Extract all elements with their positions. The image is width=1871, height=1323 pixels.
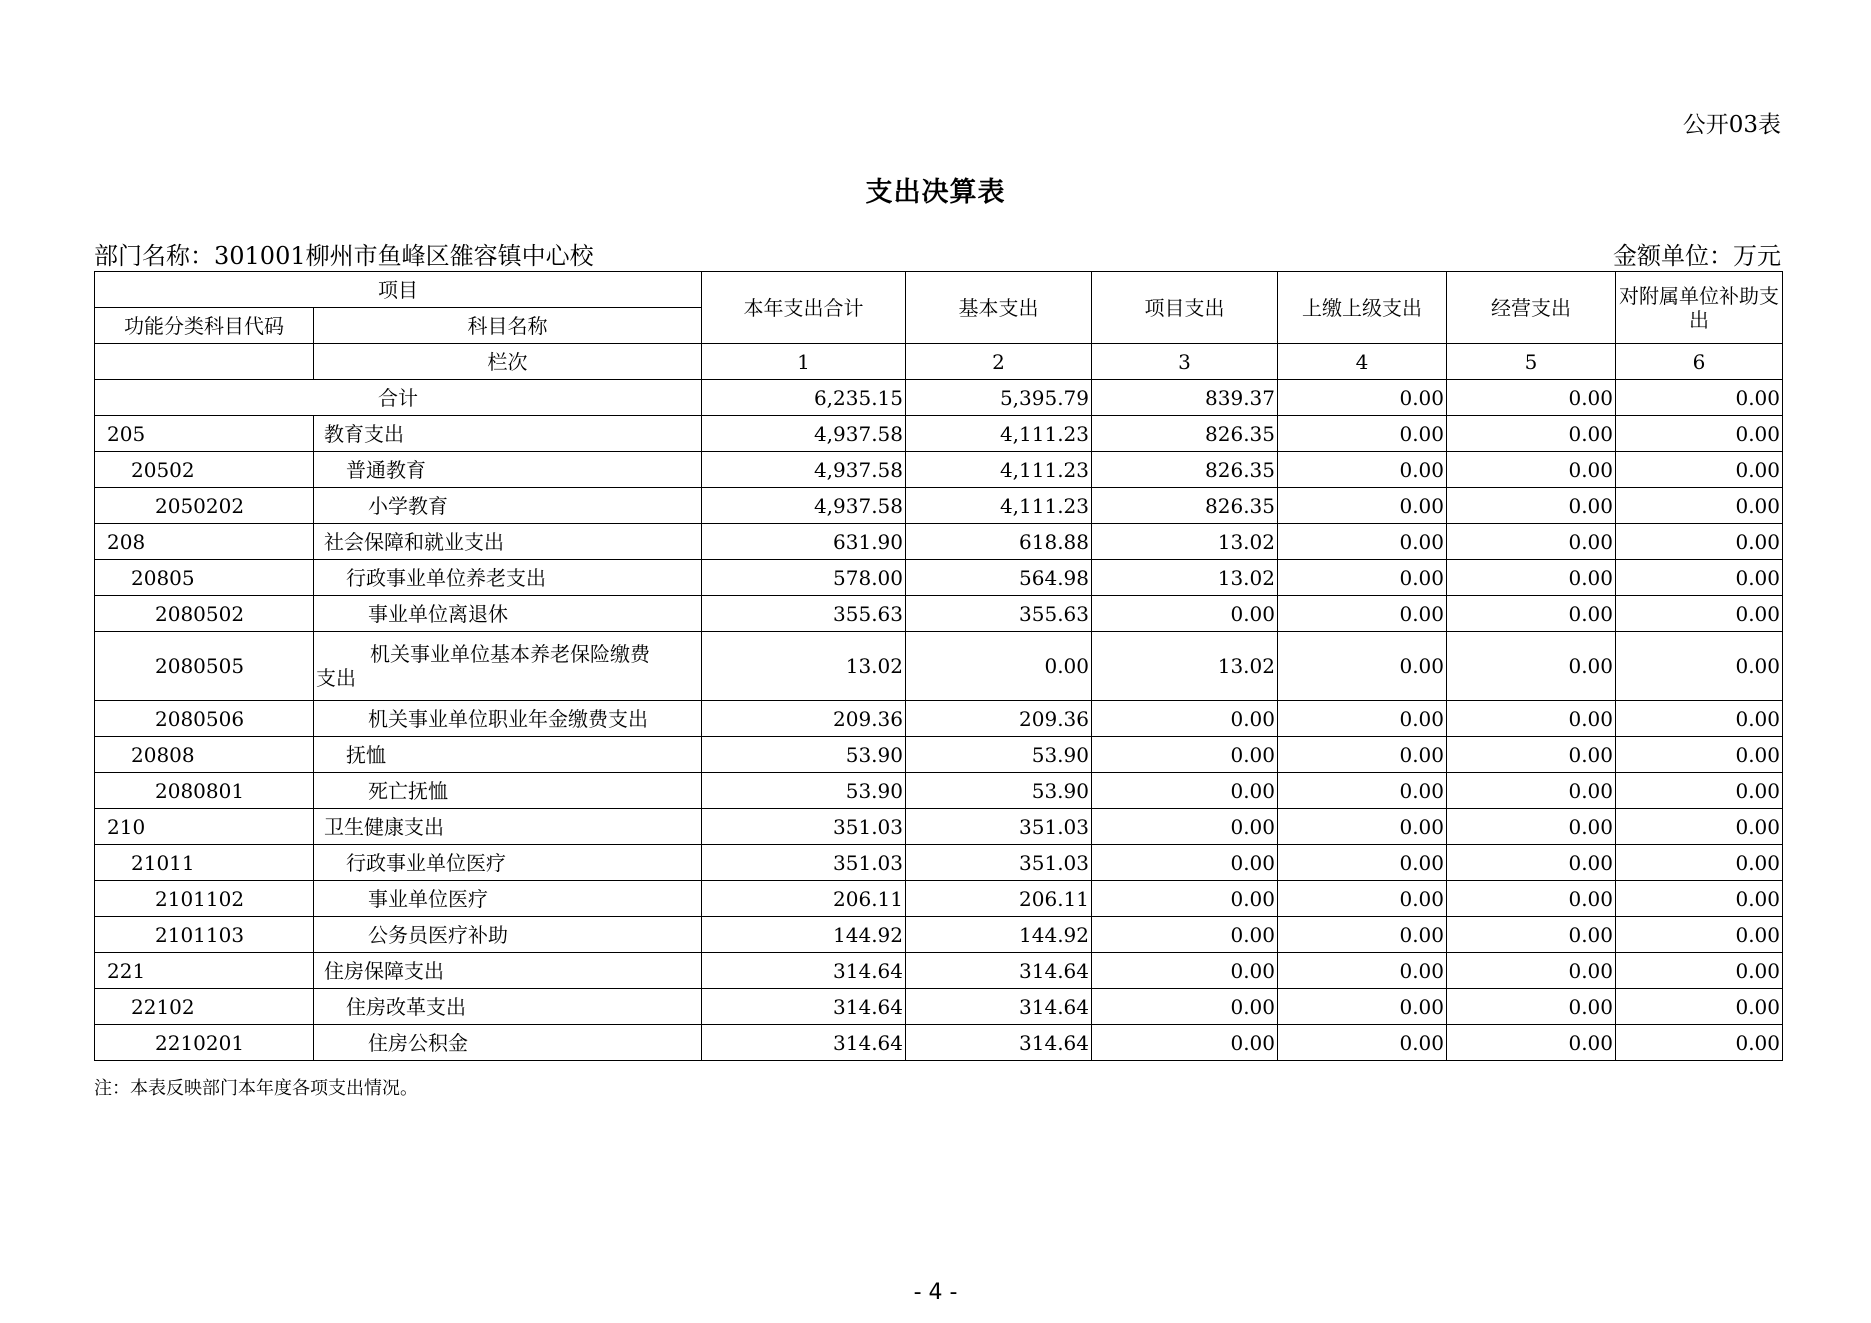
table-row	[95, 917, 1783, 953]
header-business: 经营支出	[1447, 272, 1616, 344]
total-label: 合计	[95, 380, 702, 416]
function-code-cell: 20502	[95, 452, 314, 488]
amount-cell: 4,111.23	[906, 452, 1092, 488]
amount-cell: 0.00	[1092, 953, 1278, 989]
amount-cell: 0.00	[1616, 953, 1783, 989]
subject-name-cell: 住房保障支出	[314, 953, 702, 989]
amount-cell: 0.00	[1616, 881, 1783, 917]
table-row	[95, 845, 1783, 881]
function-code-cell: 21011	[95, 845, 314, 881]
function-code-cell: 2050202	[95, 488, 314, 524]
amount-cell: 0.00	[1447, 524, 1616, 560]
total-value: 0.00	[1447, 380, 1616, 416]
amount-cell: 0.00	[1278, 1025, 1447, 1061]
amount-cell: 314.64	[906, 989, 1092, 1025]
amount-cell: 13.02	[1092, 560, 1278, 596]
header-item: 项目	[95, 272, 702, 308]
amount-cell: 0.00	[1447, 701, 1616, 737]
total-value: 0.00	[1616, 380, 1783, 416]
function-code-cell: 20805	[95, 560, 314, 596]
amount-cell: 144.92	[906, 917, 1092, 953]
amount-cell: 0.00	[1447, 809, 1616, 845]
amount-cell: 0.00	[1616, 701, 1783, 737]
amount-cell: 0.00	[1278, 845, 1447, 881]
amount-cell: 0.00	[1616, 773, 1783, 809]
amount-cell: 314.64	[702, 1025, 906, 1061]
page-title: 支出决算表	[865, 177, 1006, 208]
column-index-label: 栏次	[314, 344, 702, 380]
amount-cell: 0.00	[1092, 773, 1278, 809]
amount-cell: 0.00	[906, 632, 1092, 701]
amount-cell: 0.00	[1278, 773, 1447, 809]
amount-cell: 0.00	[1447, 989, 1616, 1025]
amount-cell: 0.00	[1278, 596, 1447, 632]
amount-cell: 0.00	[1447, 917, 1616, 953]
amount-cell: 206.11	[702, 881, 906, 917]
total-value: 0.00	[1278, 380, 1447, 416]
subject-name-cell	[314, 632, 702, 701]
amount-cell: 53.90	[702, 737, 906, 773]
amount-cell: 351.03	[702, 845, 906, 881]
amount-cell: 351.03	[906, 809, 1092, 845]
amount-cell: 4,937.58	[702, 488, 906, 524]
amount-cell: 0.00	[1278, 809, 1447, 845]
column-number: 6	[1616, 344, 1783, 380]
amount-cell: 355.63	[906, 596, 1092, 632]
subject-name-cell: 普通教育	[314, 452, 702, 488]
amount-cell: 0.00	[1278, 416, 1447, 452]
subject-name-line: 机关事业单位基本养老保险缴费	[370, 642, 650, 666]
amount-cell: 0.00	[1447, 845, 1616, 881]
amount-cell: 0.00	[1447, 773, 1616, 809]
table-row	[95, 488, 1783, 524]
function-code-cell: 2101103	[95, 917, 314, 953]
amount-cell: 0.00	[1092, 701, 1278, 737]
function-code-cell: 2210201	[95, 1025, 314, 1061]
department-label: 部门名称：301001柳州市鱼峰区雒容镇中心校	[94, 242, 594, 270]
column-number: 5	[1447, 344, 1616, 380]
amount-cell: 0.00	[1447, 1025, 1616, 1061]
table-row	[95, 989, 1783, 1025]
amount-cell: 0.00	[1447, 488, 1616, 524]
amount-cell: 0.00	[1278, 917, 1447, 953]
header-code: 功能分类科目代码	[95, 308, 314, 344]
amount-cell: 4,111.23	[906, 416, 1092, 452]
amount-cell: 0.00	[1447, 632, 1616, 701]
amount-cell: 0.00	[1616, 560, 1783, 596]
amount-cell: 0.00	[1616, 1025, 1783, 1061]
amount-cell: 0.00	[1092, 917, 1278, 953]
amount-cell: 144.92	[702, 917, 906, 953]
subject-name-cell: 教育支出	[314, 416, 702, 452]
amount-cell: 0.00	[1092, 1025, 1278, 1061]
amount-cell: 0.00	[1278, 524, 1447, 560]
total-value: 6,235.15	[702, 380, 906, 416]
amount-cell: 0.00	[1092, 809, 1278, 845]
table-row	[95, 1025, 1783, 1061]
table-row	[95, 524, 1783, 560]
amount-cell: 0.00	[1447, 416, 1616, 452]
amount-cell: 4,937.58	[702, 452, 906, 488]
amount-cell: 0.00	[1278, 488, 1447, 524]
amount-cell: 0.00	[1278, 989, 1447, 1025]
amount-cell: 0.00	[1447, 953, 1616, 989]
amount-cell: 206.11	[906, 881, 1092, 917]
amount-cell: 314.64	[702, 953, 906, 989]
amount-unit-label: 金额单位：万元	[1613, 242, 1781, 270]
amount-cell: 0.00	[1447, 881, 1616, 917]
amount-cell: 314.64	[906, 1025, 1092, 1061]
table-row	[95, 881, 1783, 917]
amount-cell: 209.36	[906, 701, 1092, 737]
amount-cell: 578.00	[702, 560, 906, 596]
table-row	[95, 701, 1783, 737]
amount-cell: 0.00	[1092, 881, 1278, 917]
amount-cell: 0.00	[1278, 737, 1447, 773]
amount-cell: 0.00	[1092, 596, 1278, 632]
amount-cell: 0.00	[1278, 701, 1447, 737]
subject-name-cell: 公务员医疗补助	[314, 917, 702, 953]
amount-cell: 4,937.58	[702, 416, 906, 452]
amount-cell: 0.00	[1616, 809, 1783, 845]
function-code-cell: 2080505	[95, 632, 314, 701]
amount-cell: 0.00	[1278, 881, 1447, 917]
expenditure-table	[94, 271, 1783, 1061]
amount-cell: 0.00	[1278, 560, 1447, 596]
form-number: 公开03表	[1682, 112, 1781, 138]
column-number: 4	[1278, 344, 1447, 380]
amount-cell: 0.00	[1278, 953, 1447, 989]
subject-name-cell: 行政事业单位养老支出	[314, 560, 702, 596]
total-value: 839.37	[1092, 380, 1278, 416]
column-number: 3	[1092, 344, 1278, 380]
function-code-cell: 2080502	[95, 596, 314, 632]
subject-name-cell: 社会保障和就业支出	[314, 524, 702, 560]
subject-name-cell: 住房公积金	[314, 1025, 702, 1061]
subject-name-cell: 事业单位离退休	[314, 596, 702, 632]
subject-name-cell: 死亡抚恤	[314, 773, 702, 809]
amount-cell: 314.64	[906, 953, 1092, 989]
amount-cell: 351.03	[702, 809, 906, 845]
page-number: - 4 -	[913, 1280, 958, 1305]
table-note: 注：本表反映部门本年度各项支出情况。	[94, 1078, 418, 1099]
subject-name-cell: 卫生健康支出	[314, 809, 702, 845]
function-code-cell: 221	[95, 953, 314, 989]
amount-cell: 0.00	[1447, 737, 1616, 773]
column-index-row	[95, 344, 1783, 380]
amount-cell: 0.00	[1447, 452, 1616, 488]
amount-cell: 826.35	[1092, 416, 1278, 452]
amount-cell: 314.64	[702, 989, 906, 1025]
table-row	[95, 452, 1783, 488]
amount-cell: 53.90	[702, 773, 906, 809]
subject-name-cell: 机关事业单位职业年金缴费支出	[314, 701, 702, 737]
amount-cell: 4,111.23	[906, 488, 1092, 524]
subject-name-line: 支出	[316, 666, 356, 690]
subject-name-cell: 事业单位医疗	[314, 881, 702, 917]
function-code-cell: 2101102	[95, 881, 314, 917]
function-code-cell: 2080801	[95, 773, 314, 809]
subject-name-cell: 住房改革支出	[314, 989, 702, 1025]
subject-name-cell: 小学教育	[314, 488, 702, 524]
function-code-cell: 20808	[95, 737, 314, 773]
subject-name-cell: 行政事业单位医疗	[314, 845, 702, 881]
header-project: 项目支出	[1092, 272, 1278, 344]
amount-cell: 0.00	[1616, 596, 1783, 632]
amount-cell: 0.00	[1092, 737, 1278, 773]
amount-cell: 0.00	[1616, 524, 1783, 560]
function-code-cell: 205	[95, 416, 314, 452]
subject-name-cell: 抚恤	[314, 737, 702, 773]
table-row	[95, 416, 1783, 452]
function-code-cell: 208	[95, 524, 314, 560]
amount-cell: 826.35	[1092, 452, 1278, 488]
amount-cell: 618.88	[906, 524, 1092, 560]
total-row	[95, 380, 1783, 416]
amount-cell: 0.00	[1092, 845, 1278, 881]
amount-cell: 53.90	[906, 737, 1092, 773]
amount-cell: 53.90	[906, 773, 1092, 809]
amount-cell: 351.03	[906, 845, 1092, 881]
function-code-cell: 2080506	[95, 701, 314, 737]
amount-cell: 0.00	[1447, 560, 1616, 596]
amount-cell: 13.02	[1092, 632, 1278, 701]
amount-cell: 0.00	[1616, 452, 1783, 488]
amount-cell: 0.00	[1092, 989, 1278, 1025]
table-row	[95, 632, 1783, 701]
amount-cell: 209.36	[702, 701, 906, 737]
column-number: 1	[702, 344, 906, 380]
amount-cell: 0.00	[1616, 632, 1783, 701]
amount-cell: 0.00	[1447, 596, 1616, 632]
amount-cell: 0.00	[1278, 632, 1447, 701]
function-code-cell: 22102	[95, 989, 314, 1025]
header-name: 科目名称	[314, 308, 702, 344]
total-value: 5,395.79	[906, 380, 1092, 416]
table-row	[95, 809, 1783, 845]
amount-cell: 13.02	[702, 632, 906, 701]
header-subsidy: 对附属单位补助支出	[1616, 272, 1783, 344]
amount-cell: 564.98	[906, 560, 1092, 596]
header-remit-superior: 上缴上级支出	[1278, 272, 1447, 344]
header-row-1	[95, 272, 1783, 308]
table-row	[95, 773, 1783, 809]
amount-cell: 0.00	[1616, 989, 1783, 1025]
amount-cell: 826.35	[1092, 488, 1278, 524]
amount-cell: 355.63	[702, 596, 906, 632]
header-basic: 基本支出	[906, 272, 1092, 344]
column-index-blank	[95, 344, 314, 380]
amount-cell: 0.00	[1616, 488, 1783, 524]
function-code-cell: 210	[95, 809, 314, 845]
table-row	[95, 737, 1783, 773]
amount-cell: 0.00	[1616, 737, 1783, 773]
amount-cell: 631.90	[702, 524, 906, 560]
amount-cell: 0.00	[1616, 917, 1783, 953]
table-row	[95, 953, 1783, 989]
table-row	[95, 596, 1783, 632]
table-row	[95, 560, 1783, 596]
amount-cell: 0.00	[1616, 416, 1783, 452]
amount-cell: 13.02	[1092, 524, 1278, 560]
header-total: 本年支出合计	[702, 272, 906, 344]
amount-cell: 0.00	[1616, 845, 1783, 881]
column-number: 2	[906, 344, 1092, 380]
amount-cell: 0.00	[1278, 452, 1447, 488]
